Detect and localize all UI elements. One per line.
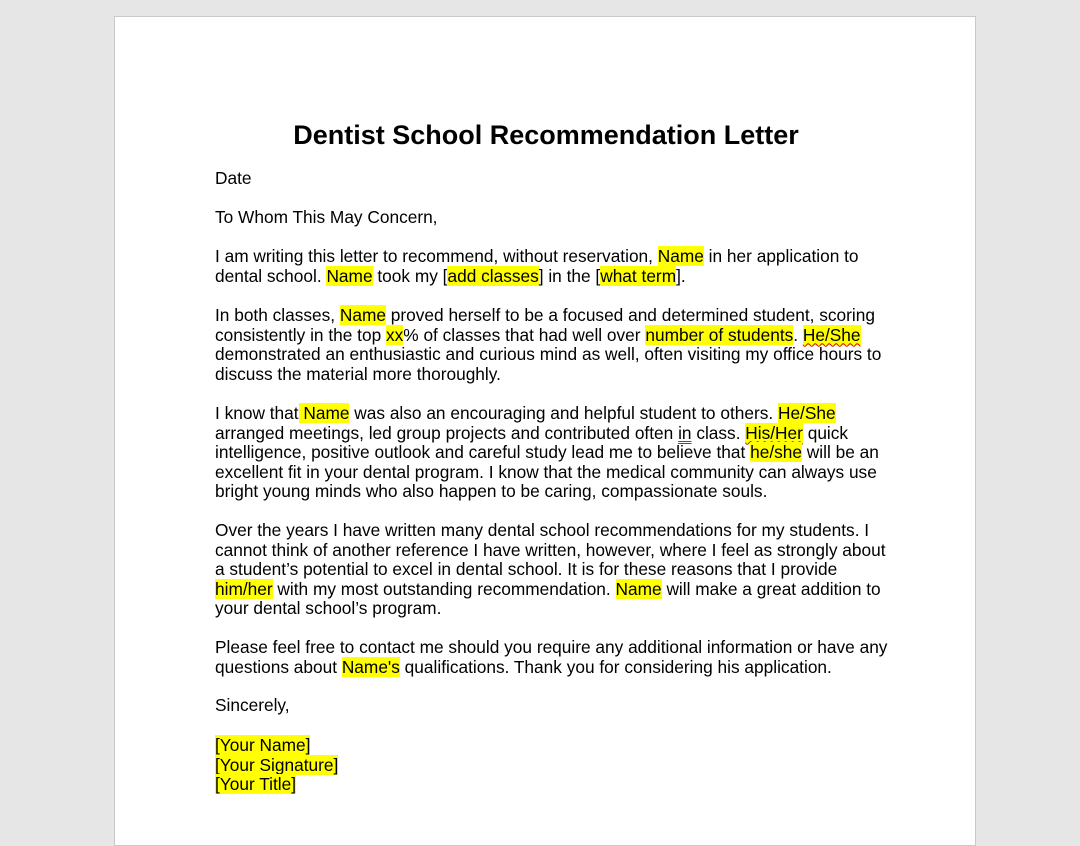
text-run: consistently in the top	[215, 324, 386, 345]
text-run: dental school.	[215, 265, 327, 286]
signature-line	[215, 775, 885, 795]
text-run: quick	[802, 422, 849, 443]
paragraph-line: discuss the material more thoroughly.	[215, 363, 501, 384]
paragraph-line	[215, 658, 885, 678]
text-run: I am writing this letter to recommend, without reservation,	[215, 246, 658, 266]
placeholder-field[interactable]: number of students	[645, 324, 794, 345]
placeholder-field[interactable]: Name	[298, 403, 350, 423]
salutation-text: To Whom This May Concern,	[215, 207, 438, 227]
placeholder-field[interactable]: Name	[657, 246, 704, 266]
paragraph-line: Over the years I have written many dental school recommendations for my students. I	[215, 520, 870, 540]
date-line	[215, 169, 885, 189]
paragraph-line: cannot think of another reference I have written, however, where I feel as strongly about	[215, 539, 886, 560]
text-run: will be an	[801, 442, 879, 462]
paragraph-line: your dental school’s program.	[215, 598, 442, 618]
document-page	[114, 16, 976, 846]
text-run: qualifications. Thank you for considering his application.	[399, 656, 832, 677]
placeholder-field[interactable]: him/her	[215, 578, 273, 599]
paragraph-line	[215, 326, 885, 346]
salutation	[215, 208, 885, 228]
placeholder-field[interactable]: His/Her	[745, 422, 803, 443]
text-run: intelligence, positive outlook and careful study lead me to believe that	[215, 442, 751, 462]
text-run: In both classes,	[215, 305, 340, 325]
text-run: I know that	[215, 403, 299, 423]
text-run: ] in the [	[538, 265, 601, 286]
paragraph-line: excellent fit in your dental program. I know that the medical community can always use	[215, 461, 877, 482]
signature-line	[215, 736, 885, 756]
your-name-field[interactable]: [Your Name]	[215, 735, 311, 755]
paragraph-line: demonstrated an enthusiastic and curious mind as well, often visiting my office hours to	[215, 344, 882, 364]
paragraph-line: Please feel free to contact me should you require any additional information or have any	[215, 637, 888, 657]
closing	[215, 696, 885, 716]
placeholder-field[interactable]: He/She	[802, 324, 861, 345]
paragraph-line: a student’s potential to excel in dental school. It is for these reasons that I provide	[215, 559, 838, 579]
placeholder-field[interactable]: add classes	[447, 265, 539, 286]
text-run: % of classes that had well over	[403, 324, 646, 345]
paragraph-line	[215, 424, 885, 444]
text-run: .	[793, 324, 803, 345]
paragraph-3	[215, 404, 885, 502]
document-title: Dentist School Recommendation Letter	[293, 120, 799, 150]
placeholder-field[interactable]: Name	[615, 578, 662, 599]
text-run: in her application to	[703, 246, 859, 266]
paragraph-line: bright young minds who also happen to be caring, compassionate souls.	[215, 481, 768, 501]
placeholder-field[interactable]: what term	[600, 265, 677, 286]
paragraph-4	[215, 521, 885, 619]
text-run: class.	[691, 422, 746, 443]
paragraph-5	[215, 637, 888, 677]
paragraph-2	[215, 306, 885, 384]
text-run: took my [	[372, 265, 448, 286]
date-label: Date	[215, 168, 252, 188]
signature-block	[215, 736, 885, 795]
placeholder-field[interactable]: he/she	[750, 442, 802, 462]
grammar-flag: in	[678, 422, 692, 443]
placeholder-field[interactable]: Name's	[341, 656, 400, 677]
placeholder-field[interactable]: xx	[386, 324, 404, 345]
closing-text: Sincerely,	[215, 695, 290, 715]
your-signature-field[interactable]: [Your Signature]	[215, 754, 339, 775]
text-run: with my most outstanding recommendation.	[272, 578, 616, 599]
paragraph-line	[215, 404, 885, 424]
text-run: arranged meetings, led group projects and contributed often	[215, 422, 679, 443]
paragraph-line	[215, 306, 885, 326]
text-run: will make a great addition to	[661, 578, 881, 599]
signature-line	[215, 756, 885, 776]
your-title-field[interactable]: [Your Title]	[215, 774, 297, 794]
placeholder-field[interactable]: He/She	[777, 403, 836, 423]
paragraph-line	[215, 267, 885, 287]
paragraph-line	[215, 443, 885, 463]
text-run: proved herself to be a focused and determined student, scoring	[386, 305, 875, 325]
paragraph-line	[215, 247, 885, 267]
text-run: ].	[676, 265, 686, 286]
text-run: was also an encouraging and helpful student to others.	[349, 403, 778, 423]
text-run: questions about	[215, 656, 342, 677]
paragraph-line	[215, 580, 885, 600]
placeholder-field[interactable]: Name	[326, 265, 373, 286]
placeholder-field[interactable]: Name	[339, 305, 386, 325]
paragraph-1	[215, 247, 885, 286]
